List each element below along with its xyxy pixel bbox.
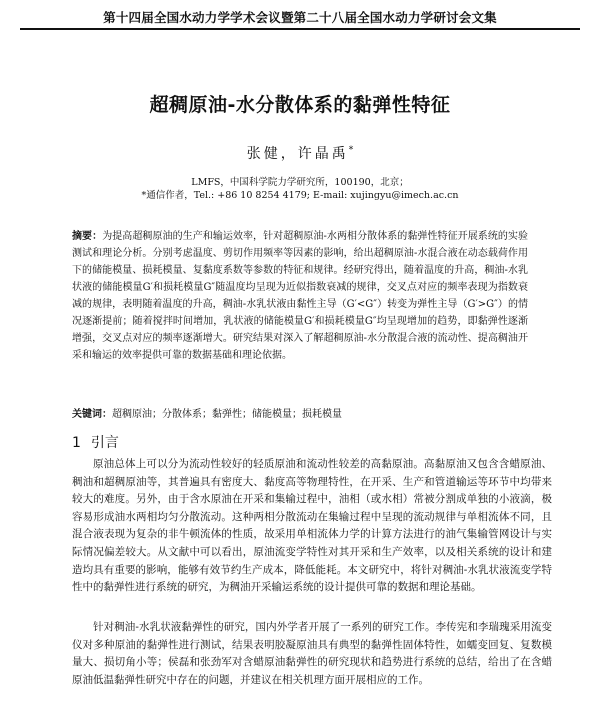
body-paragraph-1: 原油总体上可以分为流动性较好的轻质原油和流动性较差的高黏原油。高黏原油又包含含蜡原油、稠油和超稠原油等，其普遍具有密度大、黏度高等物理特性，在开采、生产和管道输运等环节中均带来较大的难度。另外，由于含水原油在开采和集输过程中，油相（或水相）常被分割成单独的小液滴，极容易形成油水两相均匀分散流动。这种两相分散流动在集输过程中呈现的流动规律与单相流体不同，且混合液表现为复杂的非牛顿流体的性质，故采用单相流体力学的计算方法进行的油气集输管网设计与实际情况偏差较大。从文献中可以看出，原油流变学特性对其开采和生产效率，以及相关系统的设计和建造均具有重要的影响，能够有效节约生产成本，降低能耗。本文研究中，将针对稠油-水乳状液流变学特性中的黏弹性进行系统的研究，为稠油开采输运系统的设计提供可靠的数据和理论基础。 xyxy=(72,458,552,594)
authors xyxy=(0,143,600,163)
section-heading xyxy=(72,432,119,452)
corresponding-mark: * xyxy=(348,145,354,156)
paper-title: 超稠原油-水分散体系的黏弹性特征 xyxy=(149,94,451,116)
section-title: 引言 xyxy=(90,435,119,451)
running-head: 第十四届全国水动力学学术会议暨第二十八届全国水动力学研讨会文集 xyxy=(103,10,497,25)
affiliation: LMFS，中国科学院力学研究所，100190，北京； xyxy=(191,177,409,188)
contact-info: *通信作者，Tel.: +86 10 8254 4179; E-mail: xujingyu@imech.ac.cn xyxy=(141,190,459,201)
section-number: 1 xyxy=(72,435,81,451)
body-paragraph-2: 针对稠油-水乳状液黏弹性的研究，国内外学者开展了一系列的研究工作。李传宪和李瑞瑰采用流变仪对多种原油的黏弹性进行测试，结果表明胶凝原油具有典型的黏弹性固体特性，如蠕变回复、复数模量大、损切角小等；侯磊和张劲军对含蜡原油黏弹性的研究现状和趋势进行系统的总结，给出了在含蜡原油低温黏弹性研究中存在的问题，并建议在相关机理方面开展相应的工作。 xyxy=(72,621,552,686)
author-names: 张健，许晶禹 xyxy=(246,146,349,162)
keywords-label: 关键词： xyxy=(72,409,112,420)
keywords xyxy=(72,406,528,423)
abstract-label: 摘要： xyxy=(72,231,103,242)
affiliation-block xyxy=(0,176,600,202)
keywords-text: 超稠原油；分散体系；黏弹性；储能模量；损耗模量 xyxy=(112,409,342,420)
abstract-text: 为提高超稠原油的生产和输运效率，针对超稠原油-水两相分散体系的黏弹性特征开展系统的实验测试和理论分析。分别考虑温度、剪切作用频率等因素的影响，给出超稠原油-水混合液在动态载荷作用下的储能模量、损耗模量、复黏度系数等参数的特征和规律。经研究得出，随着温度的升高，稠油-水乳状液的储能模量G′和损耗模量G″随温度均呈现为近似指数衰减的规律，交叉点对应的频率表现为指数衰减的规律，表明随着温度的升高，稠油-水乳状液由黏性主导（G′<G″）转变为弹性主导（G′>G″）的情况逐渐提前；随着搅拌时间增加，乳状液的储能模量G′和损耗模量G″均呈现增加的趋势，即黏弹性逐渐增强，交叉点对应的频率逐渐增大。研究结果对深入了解超稠原油-水分散混合液的流动性、提高稠油开采和输运的效率提供可靠的数据基础和理论依据。 xyxy=(72,231,529,361)
header-rule xyxy=(20,28,580,30)
abstract xyxy=(72,228,528,364)
